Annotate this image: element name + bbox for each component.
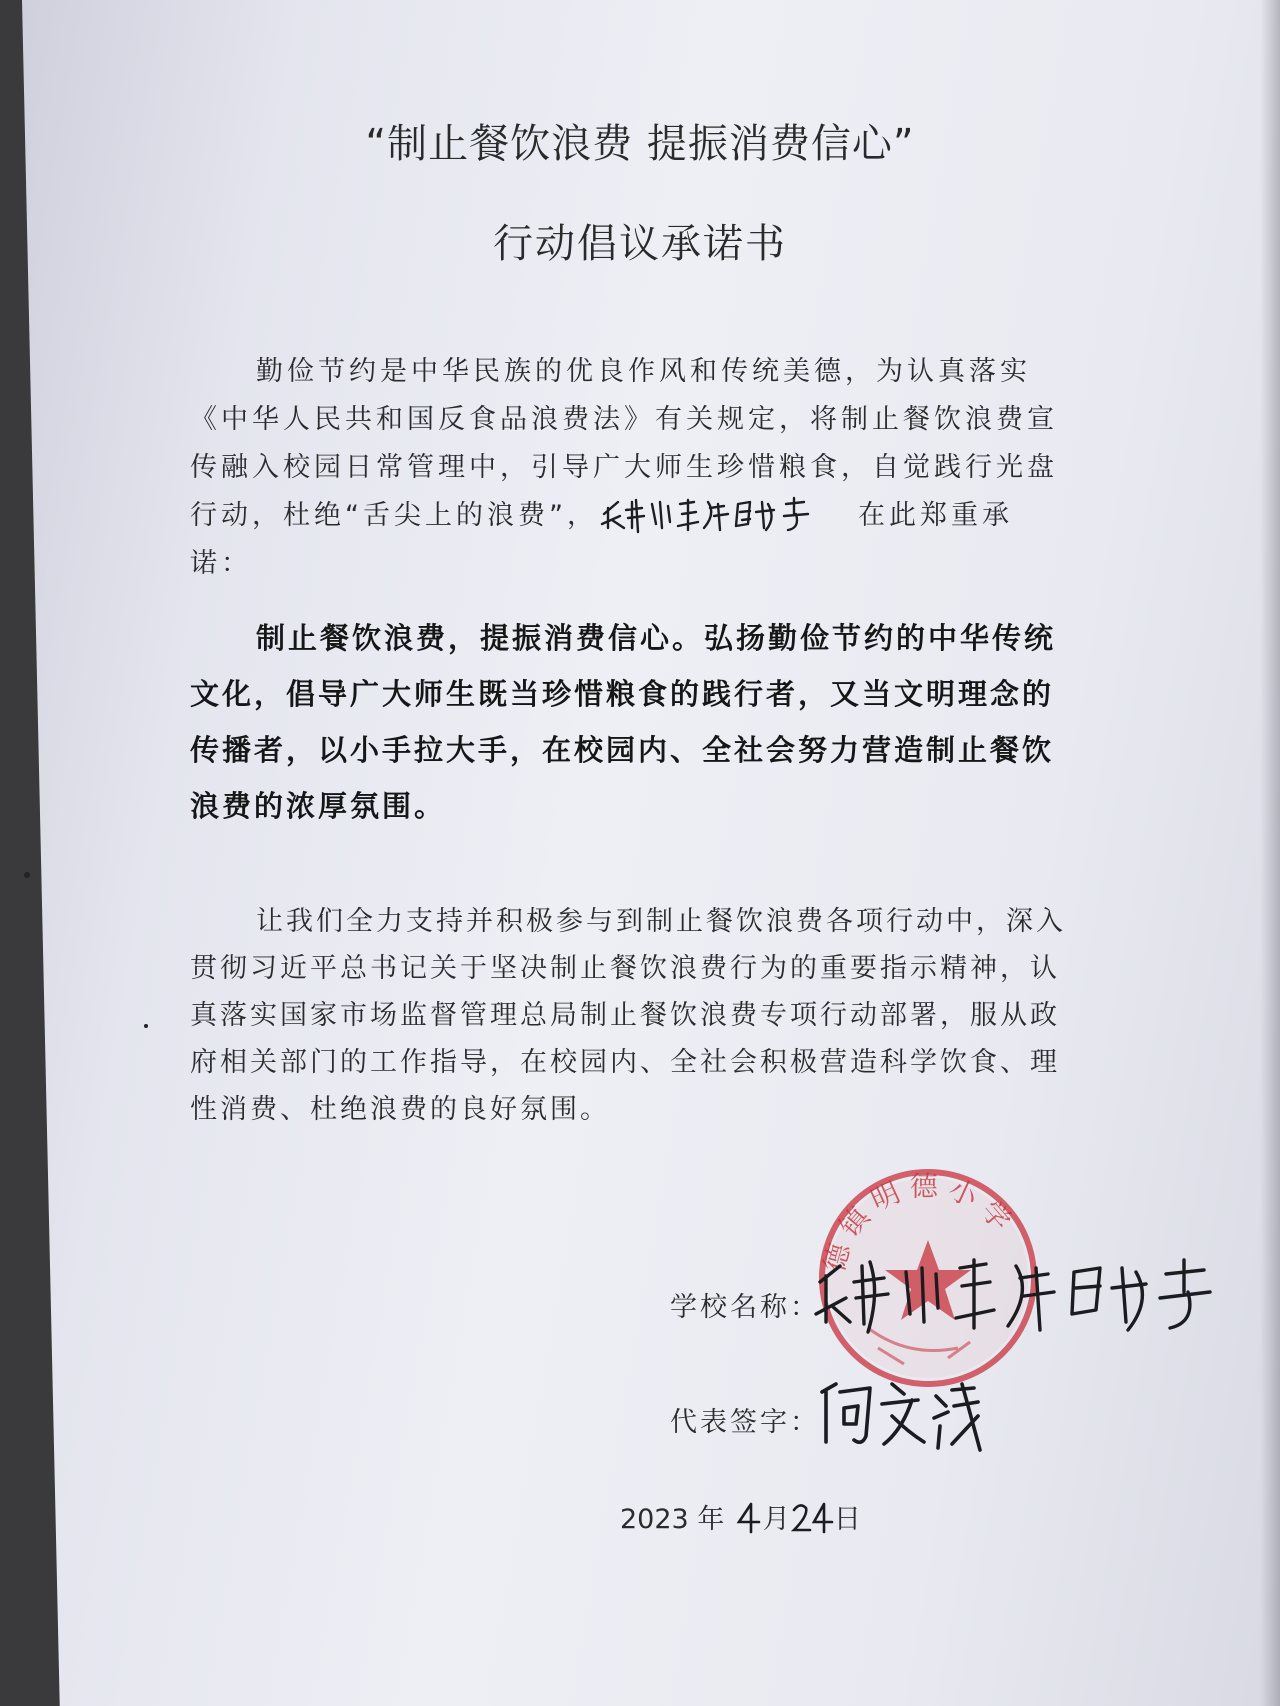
handwritten-day bbox=[790, 1500, 834, 1534]
seal-text: 德镇明德小学 bbox=[817, 1169, 1023, 1276]
intro-commitment-text: 在此郑重承诺： bbox=[190, 500, 1013, 579]
school-name-label: 学校名称： bbox=[670, 1292, 820, 1323]
handwritten-school-signature bbox=[810, 1252, 1220, 1342]
handwritten-school-name-inline bbox=[598, 494, 858, 534]
paper-speck bbox=[24, 872, 30, 878]
representative-signature-label: 代表签字： bbox=[670, 1407, 820, 1438]
handwritten-representative-signature bbox=[812, 1376, 982, 1456]
date-year-char: 年 bbox=[697, 1504, 725, 1535]
document-subtitle: 行动倡议承诺书 bbox=[493, 221, 787, 267]
paragraph-intro bbox=[190, 348, 1070, 588]
intro-text: 勤俭节约是中华民族的优良作风和传统美德，为认真落实《中华人民共和国反食品浪费法》有关规定，将制止餐饮浪费宣传融入校园日常管理中，引导广大师生珍惜粮食，自觉践行光盘行动，杜绝“舌尖上的浪费”， bbox=[190, 356, 1058, 531]
document-title: “制止餐饮浪费 提振消费信心” bbox=[365, 121, 915, 167]
date-line bbox=[620, 1497, 861, 1536]
date-month-char: 月 bbox=[762, 1504, 790, 1535]
date-year: 2023 bbox=[620, 1504, 689, 1535]
handwritten-month bbox=[733, 1500, 763, 1534]
paragraph-action: 让我们全力支持并积极参与到制止餐饮浪费各项行动中，深入贯彻习近平总书记关于坚决制止餐饮浪费行为的重要指示精神，认真落实国家市场监督管理总局制止餐饮浪费专项行动部署，服从政府相关部门的工作指导，在校园内、全社会积极营造科学饮食、理性消费、杜绝浪费的良好氛围。 bbox=[190, 906, 1066, 1125]
paragraph-commitment: 制止餐饮浪费，提振消费信心。弘扬勤俭节约的中华传统文化，倡导广大师生既当珍惜粮食的践行者，又当文明理念的传播者，以小手拉大手，在校园内、全社会努力营造制止餐饮浪费的浓厚氛围。 bbox=[190, 621, 1057, 823]
date-day-char: 日 bbox=[833, 1504, 861, 1535]
paper-speck bbox=[144, 1024, 148, 1028]
